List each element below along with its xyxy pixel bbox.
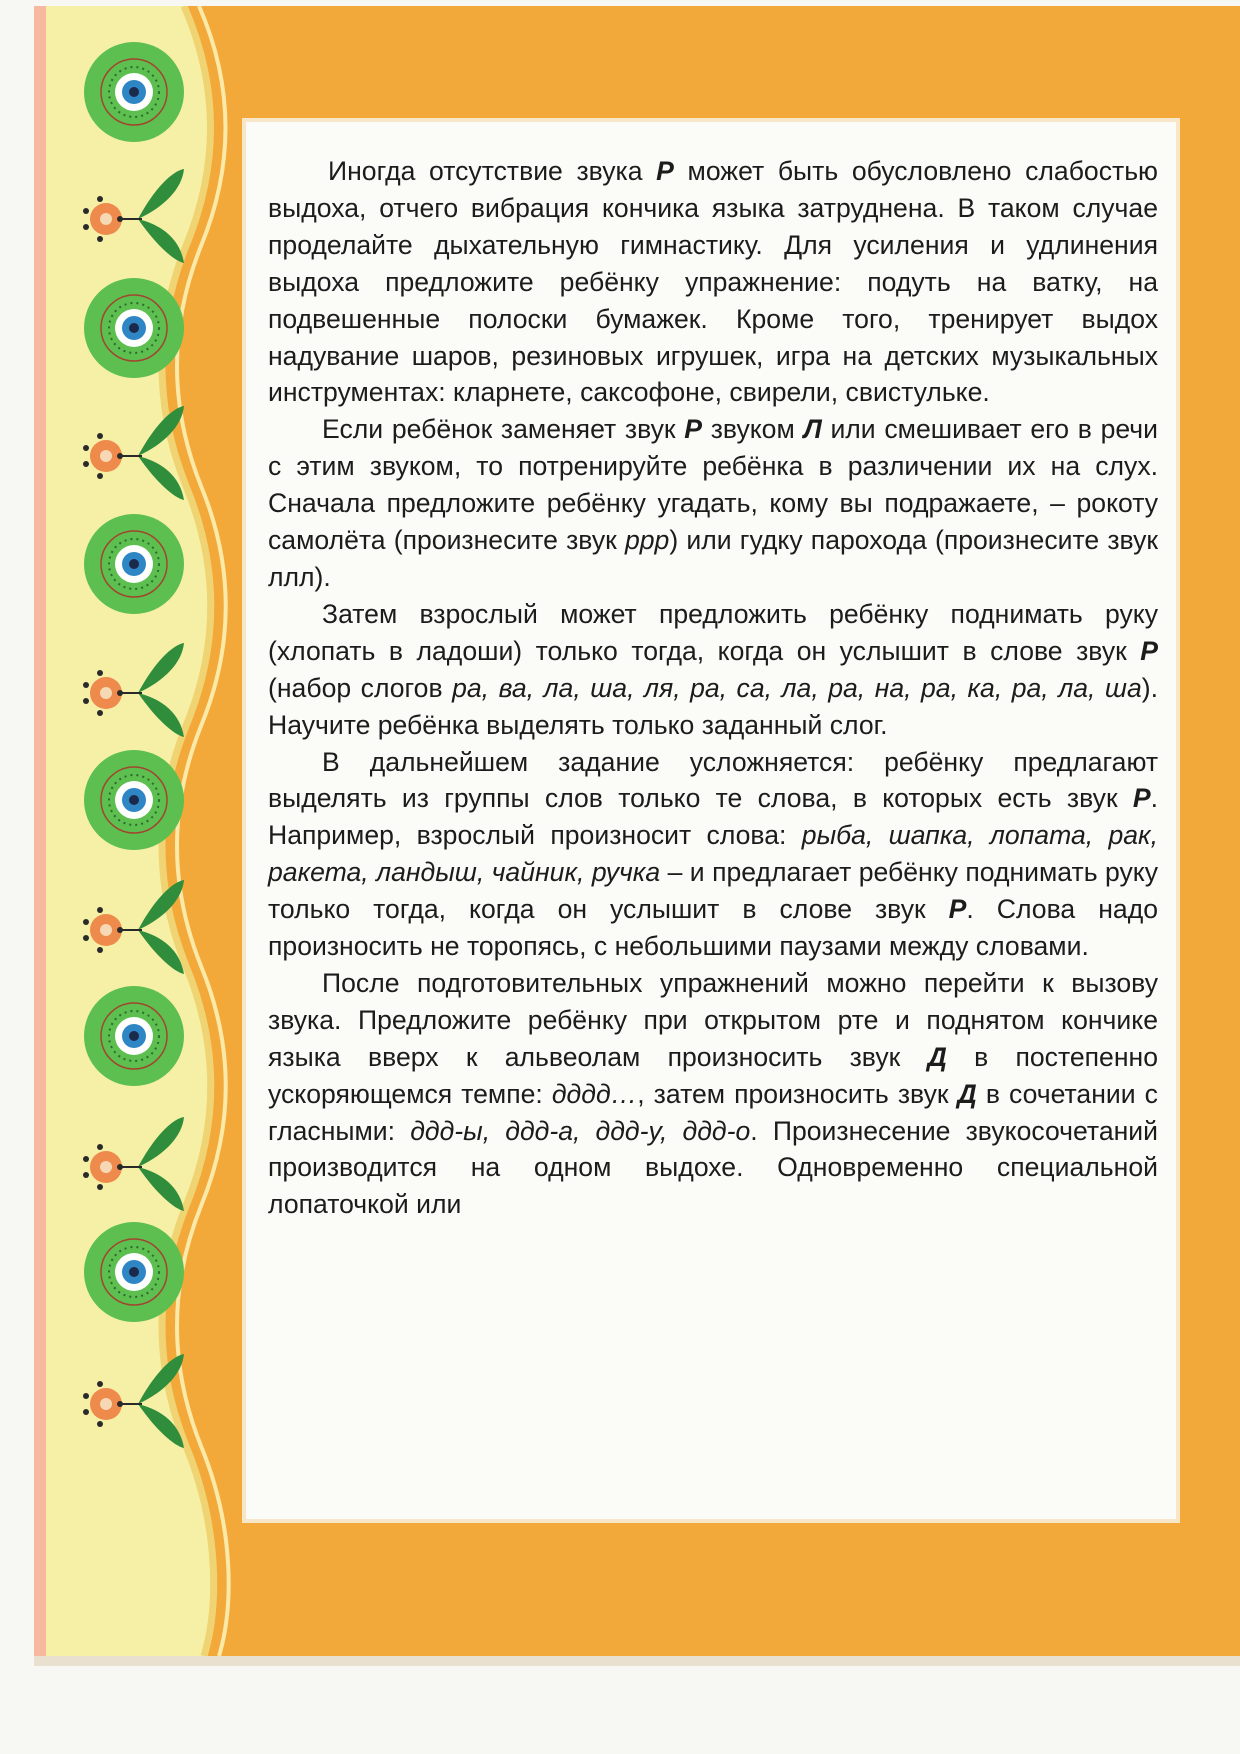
text-run: . Например, взрослый произносит слова: [268, 783, 1158, 851]
text-run: – и предлагает ребёнку поднимать руку только тогда, когда он услышит в слове звук [268, 857, 1158, 925]
example-sound: ррр [624, 525, 670, 556]
circle-medallion-icon [84, 986, 184, 1086]
text-run: Если ребёнок заменяет звук [322, 414, 685, 445]
sound-letter: Р [1140, 635, 1158, 666]
text-run: ) или гудку парохода (произнесите звук ллл). [268, 525, 1158, 592]
paragraph-5 [268, 965, 1158, 1223]
sound-letter: Д [927, 1041, 947, 1072]
text-run: звуком [702, 414, 804, 445]
sound-letter: Р [656, 156, 674, 186]
sound-letter: Л [803, 414, 822, 445]
decorative-border [34, 6, 234, 1656]
text-run: . Произнесение звукосочетаний производится на одном выдохе. Одновременно специальной лопаточкой или [268, 1115, 1158, 1220]
word-list: рыба, шапка, лопата, рак, ракета, ландыш, чайник, ручка [268, 820, 1158, 888]
text-run: или смешивает его в речи с этим звуком, то потренируйте ребёнка в различении их на слух. Сначала предложите ребёнку угадать, кому вы подражаете, – рокоту самолёта (произнесите звук [268, 414, 1158, 556]
paragraph-2 [268, 411, 1158, 596]
article-body [268, 153, 1158, 1223]
page-bottom-edge [34, 1656, 1240, 1666]
paragraph-4 [268, 744, 1158, 965]
paragraph-1 [268, 153, 1158, 411]
text-run: в постепенно ускоряющемся темпе: [268, 1041, 1158, 1109]
circle-medallion-icon [84, 278, 184, 378]
text-run: может быть обусловлено слабостью выдоха, отчего вибрация кончика языка затруднена. В таком случае проделайте дыхательную гимнастику. Для усиления и удлинения выдоха предложите ребёнку упражнение: подуть на ватку, на подвешенные полоски бумажек. Кроме того, тренирует выдох надувание шаров, резиновых игрушек, игра на детских музыкальных инструментах: кларнете, саксофоне, свирели, свистульке. [268, 156, 1158, 408]
sound-letter: Д [957, 1078, 977, 1109]
text-run: В дальнейшем задание усложняется: ребёнку предлагают выделять из группы слов только те слова, в которых есть звук [268, 746, 1158, 814]
text-run: в сочетании с гласными: [268, 1078, 1158, 1146]
paragraph-3 [268, 596, 1158, 744]
sound-letter: Р [1132, 783, 1151, 814]
sound-letter: Р [684, 414, 702, 445]
text-run: ). Научите ребёнка выделять только заданный слог. [268, 672, 1158, 740]
example-sound: дддд… [551, 1078, 638, 1109]
sound-letter: Р [948, 894, 967, 925]
text-run: Иногда отсутствие звука [328, 156, 657, 186]
text-run: . Слова надо произносить не торопясь, с небольшими паузами между словами. [268, 894, 1158, 962]
text-run: (набор слогов [268, 672, 453, 703]
text-run: Затем взрослый может предложить ребёнку поднимать руку (хлопать в ладоши) только тогда, когда он услышит в слове звук [268, 598, 1158, 666]
syllable-list: ра, ва, ла, ша, ля, ра, са, ла, ра, на, ра, ка, ра, ла, ша [452, 672, 1142, 703]
syllable-list: ддд-ы, ддд-а, ддд-у, ддд-о [410, 1115, 751, 1146]
circle-medallion-icon [84, 1222, 184, 1322]
text-run: , затем произносить звук [637, 1078, 958, 1109]
text-run: После подготовительных упражнений можно перейти к вызову звука. Предложите ребёнку при открытом рте и поднятом кончике языка вверх к альвеолам произносить звук [268, 967, 1158, 1072]
circle-medallion-icon [84, 514, 184, 614]
circle-medallion-icon [84, 42, 184, 142]
circle-medallion-icon [84, 750, 184, 850]
